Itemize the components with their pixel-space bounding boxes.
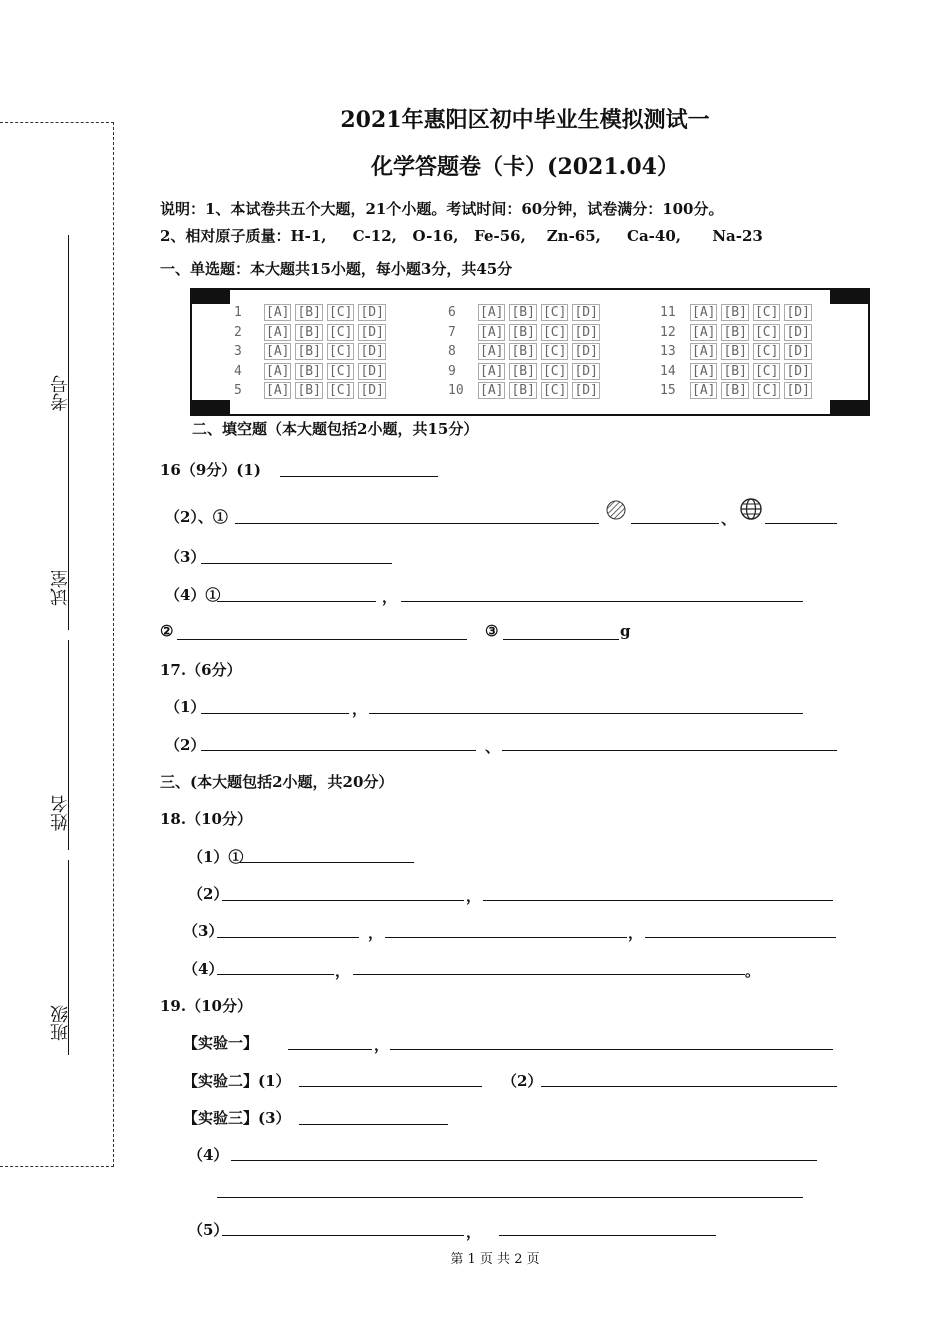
name-line[interactable] [68,640,69,850]
choice-bubble[interactable]: [D] [574,383,598,398]
answer-line[interactable] [201,563,392,564]
question-9-choices [448,363,604,380]
separator: 、 [721,510,737,528]
choice-bubble[interactable]: [D] [360,305,384,320]
question-10-choices [448,382,604,399]
question-number: 10 [448,383,464,398]
choice-bubble[interactable]: [D] [786,305,810,320]
choice-bubble[interactable]: [D] [574,363,598,379]
answer-line[interactable] [217,937,359,938]
question-11-choices [660,304,816,321]
answer-line[interactable] [288,1049,372,1050]
choice-bubble[interactable]: [B] [511,324,535,340]
experiment2-label: 【实验二】(1） [183,1072,291,1090]
answer-line[interactable] [231,1160,817,1161]
experiment3-label: 【实验三】(3） [183,1109,291,1127]
period: 。 [745,962,761,980]
question-number: 4 [234,363,242,379]
choice-bubble[interactable]: [A] [480,324,504,340]
question-8-choices [448,343,604,360]
choice-bubble[interactable]: [B] [297,324,321,340]
choice-bubble[interactable]: [B] [723,305,747,320]
choice-bubble[interactable]: [B] [723,324,747,340]
question-4-choices [234,363,390,380]
q18-p4-label: （4） [183,960,224,978]
choice-bubble[interactable]: [D] [786,363,810,379]
question-1-choices [234,304,390,321]
answer-line[interactable] [401,601,803,602]
comma: ， [382,588,398,606]
answer-line[interactable] [503,639,619,640]
choice-bubble[interactable]: [B] [723,363,747,379]
choice-bubble[interactable]: [A] [480,383,504,398]
unit-label: g [620,622,631,640]
answer-line[interactable] [299,1124,448,1125]
q17-p1-label: （1） [165,698,206,716]
choice-bubble[interactable]: [C] [754,363,779,379]
answer-line[interactable] [280,476,438,477]
choice-bubble[interactable]: [C] [328,363,353,379]
choice-bubble[interactable]: [C] [754,383,779,398]
q19-p5-label: （5） [188,1221,229,1239]
answer-line[interactable] [222,1235,464,1236]
choice-bubble[interactable]: [A] [692,383,716,398]
choice-bubble[interactable]: [C] [328,305,353,320]
choice-bubble[interactable]: [C] [754,324,779,340]
comma: ， [628,924,644,942]
choice-bubble[interactable]: [D] [574,305,598,320]
choice-bubble[interactable]: [A] [692,344,716,359]
q18-p3-label: （3） [183,922,224,940]
question-number: 2 [234,324,242,340]
answer-line[interactable] [483,900,833,901]
choice-bubble[interactable]: [A] [266,383,290,398]
comma: ， [335,962,351,980]
answer-line[interactable] [217,1197,803,1198]
hatched-atom-icon [605,499,627,521]
separator: 、 [485,738,501,756]
q18-p2-label: （2） [188,885,229,903]
answer-line[interactable] [369,713,803,714]
answer-line[interactable] [222,900,464,901]
answer-line[interactable] [217,974,334,975]
multiple-choice-grid [190,288,870,416]
answer-line[interactable] [217,601,376,602]
answer-line[interactable] [299,1086,482,1087]
question-15-choices [660,382,816,399]
choice-bubble[interactable]: [C] [542,344,567,359]
answer-line[interactable] [177,639,467,640]
question-3-choices [234,343,390,360]
choice-bubble[interactable]: [B] [723,344,747,359]
class-label: 班级 [50,1005,71,1041]
answer-line[interactable] [235,523,599,524]
corner-mark [192,290,230,304]
choice-bubble[interactable]: [B] [511,344,535,359]
question-number: 11 [660,305,676,320]
name-label: 姓名 [50,795,71,831]
experiment1-label: 【实验一】 [183,1034,259,1052]
experiment2b-label: （2） [502,1072,543,1090]
q19-head: 19.（10分） [160,997,252,1015]
question-number: 9 [448,363,456,379]
choice-bubble[interactable]: [C] [542,305,567,320]
choice-bubble[interactable]: [C] [542,383,567,398]
question-number: 5 [234,383,242,398]
q18-p1-label: （1）① [188,848,244,866]
question-14-choices [660,363,816,380]
comma: ， [352,700,368,718]
choice-bubble[interactable]: [C] [754,344,779,359]
question-number: 3 [234,344,242,359]
instructions: 说明：1、本试卷共五个大题，21个小题。考试时间：60分钟，试卷满分：100分。 [160,200,724,218]
choice-bubble[interactable]: [D] [360,344,384,359]
q17-head: 17.（6分） [160,661,242,679]
choice-bubble[interactable]: [A] [692,324,716,340]
class-line[interactable] [68,860,69,1055]
choice-bubble[interactable]: [A] [480,305,504,320]
q19-p4-label: （4） [188,1146,229,1164]
choice-bubble[interactable]: [C] [328,383,353,398]
answer-line[interactable] [201,750,476,751]
q16-p2-label: （2）、① [165,508,228,526]
question-number: 8 [448,344,456,359]
choice-bubble[interactable]: [A] [480,363,504,379]
answer-line[interactable] [390,1049,833,1050]
choice-bubble[interactable]: [D] [360,324,384,340]
question-number: 7 [448,324,456,340]
page-subtitle: 化学答题卷（卡）(2021.04） [371,154,679,180]
choice-bubble[interactable]: [D] [574,324,598,340]
corner-mark [192,400,230,414]
choice-bubble[interactable]: [A] [692,363,716,379]
choice-bubble[interactable]: [B] [511,383,535,398]
comma: ， [374,1036,390,1054]
q16-p4b-label: ② [160,622,174,640]
choice-bubble[interactable]: [D] [574,344,598,359]
question-number: 14 [660,363,676,379]
choice-bubble[interactable]: [B] [297,305,321,320]
answer-line[interactable] [353,974,745,975]
question-number: 6 [448,305,456,320]
atomic-masses: 2、相对原子质量：H-1, C-12, O-16, Fe-56, Zn-65, Ca-40, Na-23 [160,227,763,245]
comma: ， [466,1223,482,1241]
choice-bubble[interactable]: [A] [266,324,290,340]
choice-bubble[interactable]: [B] [297,383,321,398]
choice-bubble[interactable]: [B] [297,344,321,359]
answer-line[interactable] [502,750,837,751]
choice-bubble[interactable]: [A] [266,305,290,320]
section3-title: 三、(本大题包括2小题，共20分） [160,773,394,791]
answer-line[interactable] [541,1086,837,1087]
choice-bubble[interactable]: [C] [542,363,567,379]
question-number: 12 [660,324,676,340]
question-number: 1 [234,305,242,320]
choice-bubble[interactable]: [B] [511,305,535,320]
room-label: 试室 [50,570,71,606]
answer-line[interactable] [765,523,837,524]
choice-bubble[interactable]: [D] [786,324,810,340]
choice-bubble[interactable]: [D] [786,344,810,359]
question-7-choices [448,324,604,341]
choice-bubble[interactable]: [C] [542,324,567,340]
choice-bubble[interactable]: [D] [360,383,384,398]
answer-line[interactable] [499,1235,716,1236]
question-number: 13 [660,344,676,359]
choice-bubble[interactable]: [B] [511,363,535,379]
answer-line[interactable] [645,937,836,938]
q18-head: 18.（10分） [160,810,252,828]
choice-bubble[interactable]: [C] [328,324,353,340]
page-title: 2021年惠阳区初中毕业生模拟测试一 [340,107,710,133]
q16-p4c-label: ③ [485,622,499,640]
choice-bubble[interactable]: [A] [266,363,290,379]
globe-atom-icon [739,497,763,521]
choice-bubble[interactable]: [C] [328,344,353,359]
comma: ， [466,887,482,905]
question-2-choices [234,324,390,341]
choice-bubble[interactable]: [C] [754,305,779,320]
q16-p4-label: （4）① [165,586,221,604]
exam-number-line[interactable] [68,235,69,430]
q16-p3-label: （3） [165,548,206,566]
question-number: 15 [660,383,676,398]
room-line[interactable] [68,430,69,630]
choice-bubble[interactable]: [D] [360,363,384,379]
q17-p2-label: （2） [165,736,206,754]
answer-line[interactable] [631,523,719,524]
choice-bubble[interactable]: [A] [692,305,716,320]
choice-bubble[interactable]: [B] [297,363,321,379]
q16-head: 16（9分）(1) [160,461,261,479]
section2-title: 二、填空题（本大题包括2小题，共15分） [192,420,479,438]
choice-bubble[interactable]: [A] [266,344,290,359]
answer-line[interactable] [240,862,414,863]
question-6-choices [448,304,604,321]
answer-line[interactable] [201,713,349,714]
choice-bubble[interactable]: [A] [480,344,504,359]
question-5-choices [234,382,390,399]
choice-bubble[interactable]: [D] [786,383,810,398]
question-12-choices [660,324,816,341]
comma: ， [368,924,384,942]
choice-bubble[interactable]: [B] [723,383,747,398]
answer-line[interactable] [385,937,627,938]
page-footer: 第 1 页 共 2 页 [450,1252,540,1267]
question-13-choices [660,343,816,360]
corner-mark [830,290,868,304]
exam-number-label: 考号 [50,375,71,411]
corner-mark [830,400,868,414]
section1-title: 一、单选题：本大题共15小题，每小题3分，共45分 [160,260,513,278]
